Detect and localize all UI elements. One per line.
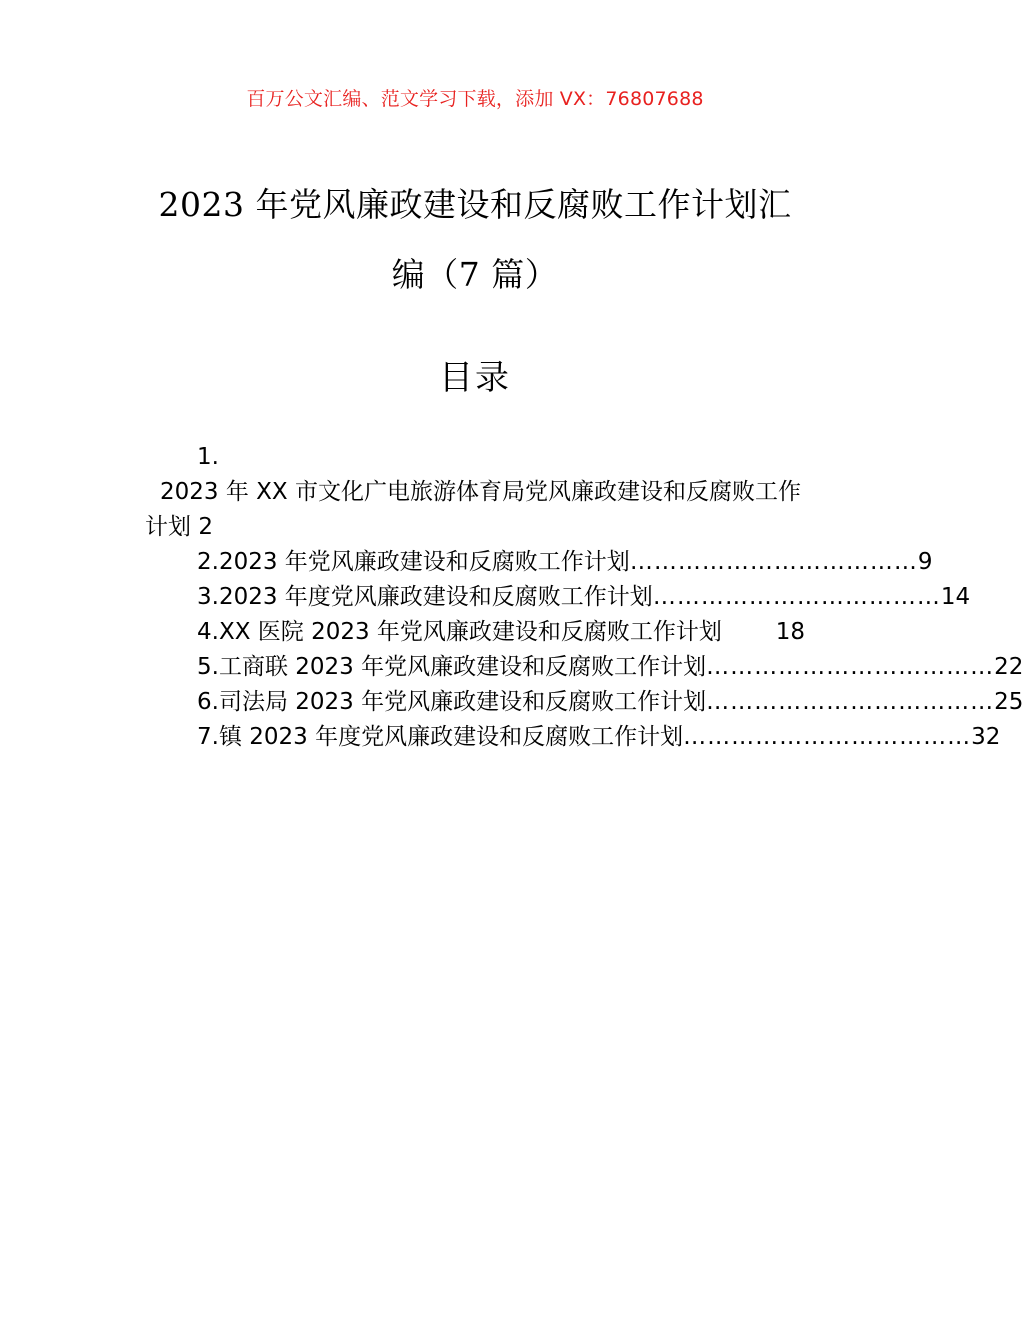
toc-item-6-page: 25 [994, 689, 1023, 715]
header-watermark-note: 百万公文汇编、范文学习下载，添加 VX：76807688 [246, 88, 704, 110]
toc-item-7-page: 32 [971, 724, 1001, 750]
toc-item-2-page: 9 [917, 549, 933, 575]
toc-item-4-page: 18 [775, 619, 805, 645]
toc-item-3[interactable] [145, 580, 971, 615]
toc-item-1-number: 1. [197, 444, 219, 470]
toc-item-4[interactable] [145, 615, 805, 650]
toc-item-7[interactable] [145, 720, 1001, 755]
table-of-contents [145, 440, 1023, 755]
toc-item-6-text: 司法局 2023 年党风廉政建设和反腐败工作计划 [218, 689, 707, 715]
toc-item-5-leader: ……………………………… [706, 654, 995, 680]
toc-item-2[interactable] [145, 545, 933, 580]
document-title-line-2: 编（7 篇） [391, 255, 559, 294]
toc-item-1[interactable] [145, 475, 805, 545]
toc-item-2-leader: ……………………………… [629, 549, 918, 575]
toc-item-5[interactable] [145, 650, 1023, 685]
toc-item-5-text: 工商联 2023 年党风廉政建设和反腐败工作计划 [218, 654, 707, 680]
toc-item-1-text: 2023 年 XX 市文化广电旅游体育局党风廉政建设和反腐败工作计划 [145, 479, 801, 540]
toc-item-5-page: 22 [994, 654, 1023, 680]
toc-item-3-text: 2023 年度党风廉政建设和反腐败工作计划 [218, 584, 653, 610]
toc-item-5-number: 5. [197, 654, 219, 680]
toc-item-2-number: 2. [197, 549, 219, 575]
toc-item-6-leader: ……………………………… [706, 689, 995, 715]
toc-item-4-number: 4. [197, 619, 219, 645]
toc-item-7-leader: ……………………………… [683, 724, 972, 750]
toc-item-7-text: 镇 2023 年度党风廉政建设和反腐败工作计划 [218, 724, 684, 750]
toc-heading: 目录 [439, 358, 511, 398]
toc-item-6-number: 6. [197, 689, 219, 715]
toc-item-6[interactable] [145, 685, 1023, 720]
toc-item-3-leader: ……………………………… [652, 584, 941, 610]
document-title-line-1: 2023 年党风廉政建设和反腐败工作计划汇 [158, 185, 792, 224]
document-title [100, 170, 850, 310]
toc-item-7-number: 7. [197, 724, 219, 750]
toc-item-4-leader [722, 615, 776, 650]
toc-item-4-text: XX 医院 2023 年党风廉政建设和反腐败工作计划 [218, 619, 722, 645]
toc-item-3-page: 14 [940, 584, 971, 610]
toc-item-3-number: 3. [197, 584, 219, 610]
toc-item-2-text: 2023 年党风廉政建设和反腐败工作计划 [218, 549, 630, 575]
toc-item-1-page: 2 [198, 514, 213, 540]
